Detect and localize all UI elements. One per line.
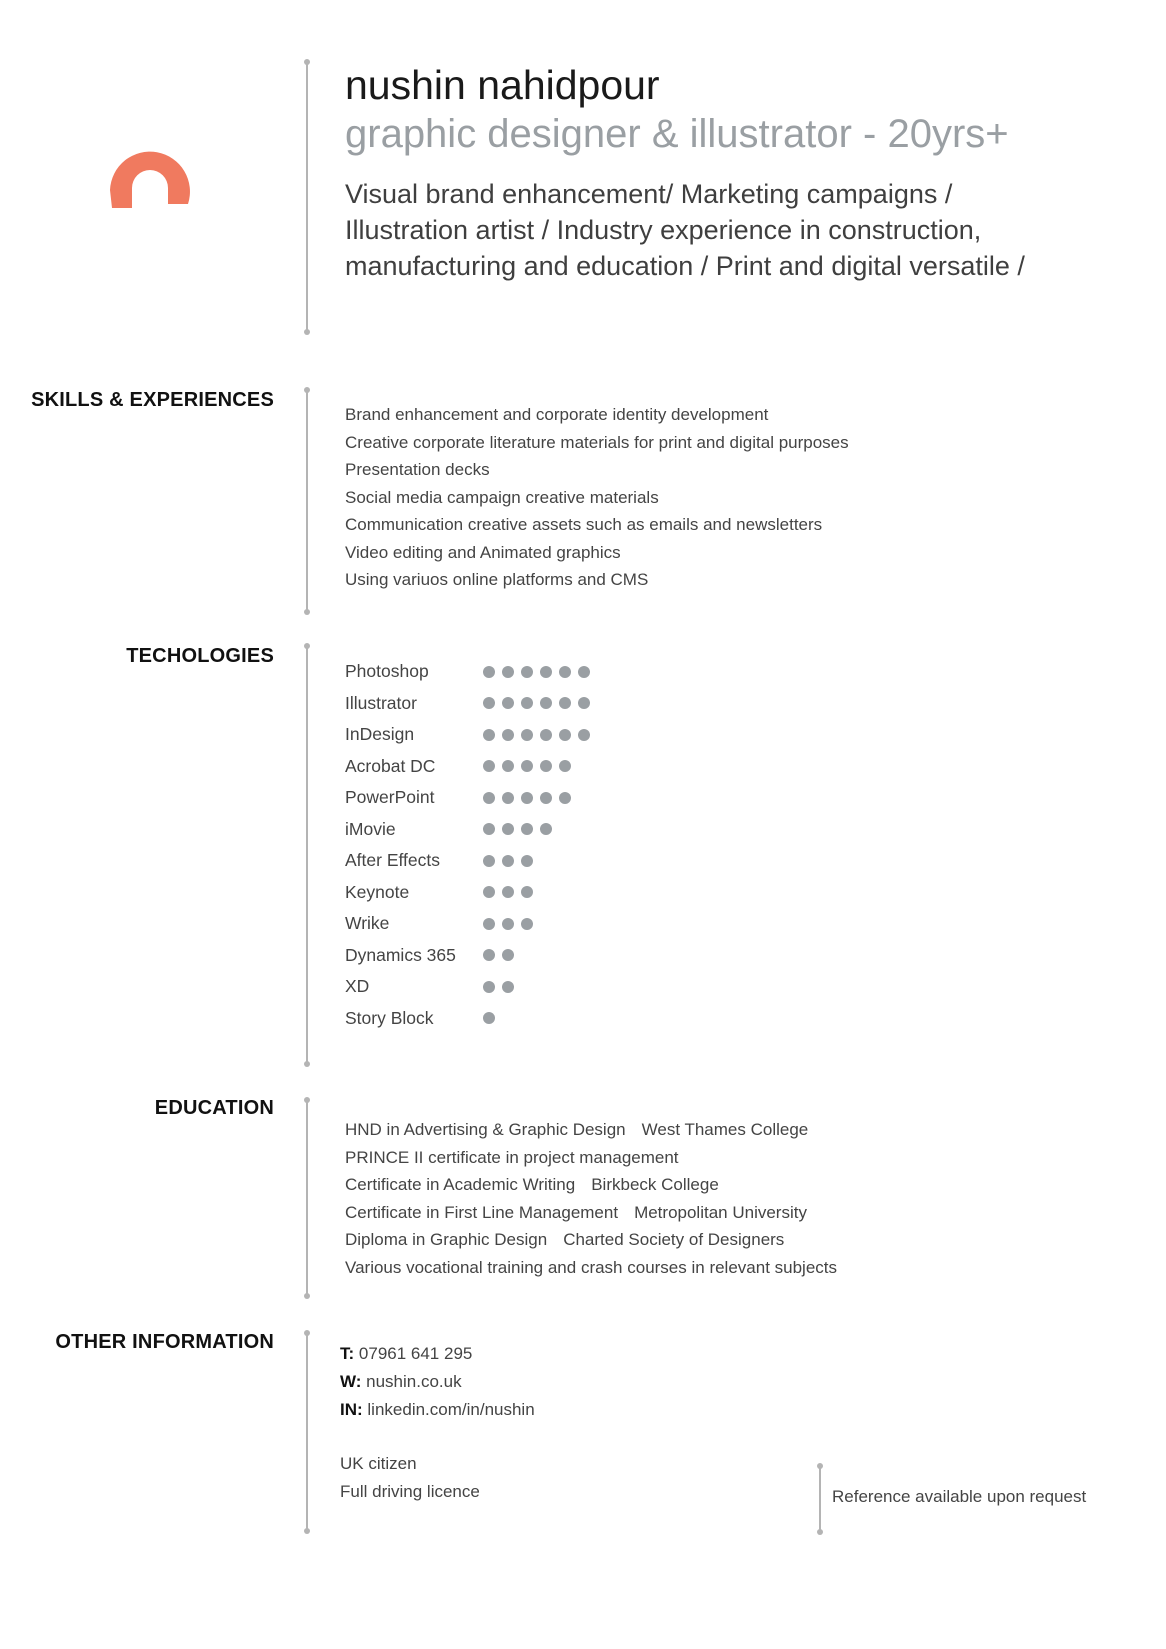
rating-dot-icon <box>559 697 571 709</box>
profile-summary: Visual brand enhancement/ Marketing campaigns / Illustration artist / Industry experience in construction, manufacturing and education / Print and digital versatile / <box>345 179 1025 281</box>
citizenship: UK citizen <box>340 1454 417 1473</box>
reference-divider <box>819 1466 821 1532</box>
skill-level-rating <box>483 918 533 930</box>
technology-name: PowerPoint <box>345 787 435 808</box>
education-title: Certificate in Academic Writing <box>345 1175 576 1194</box>
rating-dot-icon <box>483 918 495 930</box>
list-item: Creative corporate literature materials for print and digital purposes <box>345 432 849 452</box>
rating-dot-icon <box>521 666 533 678</box>
rating-dot-icon <box>483 981 495 993</box>
list-item <box>345 1258 837 1286</box>
list-item: Social media campaign creative materials <box>345 487 659 507</box>
technology-row <box>345 1003 590 1035</box>
logo <box>100 132 200 232</box>
rating-dot-icon <box>502 886 514 898</box>
rating-dot-icon <box>521 792 533 804</box>
technology-name: Keynote <box>345 881 410 902</box>
education-title: HND in Advertising & Graphic Design <box>345 1120 626 1139</box>
list-item: Using variuos online platforms and CMS <box>345 570 649 589</box>
driving-licence: Full driving licence <box>340 1482 480 1501</box>
technologies-heading: TECHOLOGIES <box>126 645 274 667</box>
rating-dot-icon <box>578 697 590 709</box>
rating-dot-icon <box>559 760 571 772</box>
rating-dot-icon <box>559 666 571 678</box>
list-item <box>345 1203 837 1231</box>
rating-dot-icon <box>540 666 552 678</box>
list-item <box>345 1148 837 1176</box>
technology-row <box>345 782 590 814</box>
education-title: Various vocational training and crash courses in relevant subjects <box>345 1257 838 1277</box>
rating-dot-icon <box>521 918 533 930</box>
technology-name: iMovie <box>345 818 396 839</box>
additional-info <box>340 1454 480 1510</box>
website-line <box>340 1372 535 1400</box>
list-item: Video editing and Animated graphics <box>345 542 621 562</box>
technology-row <box>345 940 590 972</box>
rating-dot-icon <box>483 823 495 835</box>
list-item: Presentation decks <box>345 460 490 479</box>
technology-row <box>345 751 590 783</box>
skill-level-rating <box>483 760 571 772</box>
skill-level-rating <box>483 792 571 804</box>
other-information-heading: OTHER INFORMATION <box>55 1331 274 1353</box>
rating-dot-icon <box>502 949 514 961</box>
education-divider <box>306 1100 308 1296</box>
rating-dot-icon <box>483 697 495 709</box>
technology-name: Illustrator <box>345 692 417 713</box>
rating-dot-icon <box>521 760 533 772</box>
rating-dot-icon <box>502 666 514 678</box>
skills-heading: SKILLS & EXPERIENCES <box>31 389 274 411</box>
technology-name: InDesign <box>345 724 415 745</box>
linkedin-label: IN: <box>340 1400 363 1419</box>
technology-row <box>345 719 590 751</box>
technology-row <box>345 877 590 909</box>
rating-dot-icon <box>521 729 533 741</box>
rating-dot-icon <box>483 792 495 804</box>
rating-dot-icon <box>483 855 495 867</box>
technology-name: Photoshop <box>345 661 429 682</box>
rating-dot-icon <box>578 666 590 678</box>
skill-level-rating <box>483 981 514 993</box>
rating-dot-icon <box>540 697 552 709</box>
website-label: W: <box>340 1372 362 1391</box>
skill-level-rating <box>483 729 590 741</box>
education-title: Diploma in Graphic Design <box>345 1230 548 1249</box>
education-title: Certificate in First Line Management <box>345 1202 619 1222</box>
rating-dot-icon <box>502 729 514 741</box>
technology-row <box>345 971 590 1003</box>
education-institution: Birkbeck College <box>591 1175 719 1194</box>
technology-row <box>345 814 590 846</box>
rating-dot-icon <box>540 823 552 835</box>
contact-details <box>340 1344 535 1428</box>
list-item <box>345 1230 837 1258</box>
job-title: graphic designer & illustrator - 20yrs+ <box>345 112 1009 156</box>
skill-level-rating <box>483 949 514 961</box>
rating-dot-icon <box>483 666 495 678</box>
rating-dot-icon <box>559 729 571 741</box>
person-name: nushin nahidpour <box>345 62 660 108</box>
rating-dot-icon <box>502 855 514 867</box>
technology-row <box>345 688 590 720</box>
technology-row <box>345 656 590 688</box>
education-list <box>345 1120 837 1285</box>
education-institution: Charted Society of Designers <box>563 1230 785 1249</box>
technologies-divider <box>306 646 308 1064</box>
phone-label: T: <box>340 1344 355 1363</box>
linkedin-line <box>340 1400 535 1428</box>
education-institution: Metropolitan University <box>634 1202 807 1222</box>
other-information-divider <box>306 1333 308 1531</box>
technology-row <box>345 908 590 940</box>
phone-number: 07961 641 295 <box>358 1344 473 1363</box>
phone-line <box>340 1344 535 1372</box>
list-item <box>345 1120 837 1148</box>
technology-name: Wrike <box>345 913 390 934</box>
rating-dot-icon <box>502 823 514 835</box>
technology-name: After Effects <box>345 850 440 871</box>
skills-divider <box>306 390 308 612</box>
header-divider <box>306 62 308 332</box>
rating-dot-icon <box>578 729 590 741</box>
rating-dot-icon <box>559 792 571 804</box>
technology-name: Story Block <box>345 1007 434 1028</box>
rating-dot-icon <box>483 1012 495 1024</box>
technologies-list <box>345 656 590 1034</box>
technology-name: Acrobat DC <box>345 755 436 776</box>
education-heading: EDUCATION <box>154 1097 274 1119</box>
rating-dot-icon <box>483 760 495 772</box>
rating-dot-icon <box>521 823 533 835</box>
rating-dot-icon <box>502 981 514 993</box>
rating-dot-icon <box>521 886 533 898</box>
list-item: Brand enhancement and corporate identity development <box>345 405 769 424</box>
rating-dot-icon <box>502 918 514 930</box>
rating-dot-icon <box>502 697 514 709</box>
reference-note: Reference available upon request <box>832 1487 1087 1506</box>
technology-name: XD <box>345 976 370 997</box>
technology-name: Dynamics 365 <box>345 944 456 965</box>
education-institution: West Thames College <box>641 1120 809 1139</box>
rating-dot-icon <box>540 760 552 772</box>
rating-dot-icon <box>540 729 552 741</box>
skill-level-rating <box>483 886 533 898</box>
rating-dot-icon <box>521 855 533 867</box>
rating-dot-icon <box>483 949 495 961</box>
rating-dot-icon <box>483 729 495 741</box>
skills-list <box>345 405 849 598</box>
skill-level-rating <box>483 666 590 678</box>
rating-dot-icon <box>540 792 552 804</box>
rating-dot-icon <box>502 792 514 804</box>
technology-row <box>345 845 590 877</box>
website-link[interactable]: nushin.co.uk <box>366 1372 462 1391</box>
list-item <box>345 1175 837 1203</box>
linkedin-link[interactable]: linkedin.com/in/nushin <box>367 1400 535 1419</box>
skill-level-rating <box>483 1012 495 1024</box>
list-item: Communication creative assets such as emails and newsletters <box>345 515 823 534</box>
education-title: PRINCE II certificate in project management <box>345 1147 679 1167</box>
skill-level-rating <box>483 697 590 709</box>
rating-dot-icon <box>521 697 533 709</box>
rating-dot-icon <box>502 760 514 772</box>
skill-level-rating <box>483 855 533 867</box>
rating-dot-icon <box>483 886 495 898</box>
skill-level-rating <box>483 823 552 835</box>
